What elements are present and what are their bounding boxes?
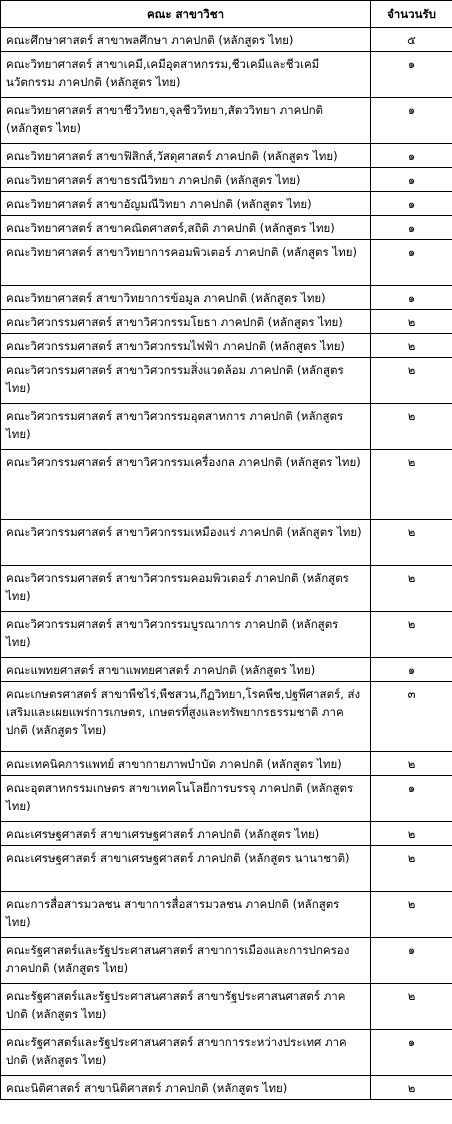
program-cell: คณะเศรษฐศาสตร์ สาขาเศรษฐศาสตร์ ภาคปกติ (หลักสูตร นานาชาติ) — [1, 846, 371, 892]
seats-cell: ๒ — [371, 846, 452, 892]
table-row — [1, 98, 452, 144]
table-row — [1, 334, 452, 358]
table-row — [1, 240, 452, 286]
program-cell: คณะวิทยาศาสตร์ สาขาธรณีวิทยา ภาคปกติ (หลักสูตร ไทย) — [1, 168, 371, 192]
seats-cell: ๒ — [371, 1076, 452, 1100]
program-cell: คณะเศรษฐศาสตร์ สาขาเศรษฐศาสตร์ ภาคปกติ (หลักสูตร ไทย) — [1, 822, 371, 846]
header-program: คณะ สาขาวิชา — [1, 1, 371, 28]
seats-cell: ๒ — [371, 450, 452, 520]
program-cell: คณะแพทยศาสตร์ สาขาแพทยศาสตร์ ภาคปกติ (หลักสูตร ไทย) — [1, 658, 371, 682]
table-row — [1, 358, 452, 404]
program-cell: คณะการสื่อสารมวลชน สาขาการสื่อสารมวลชน ภาคปกติ (หลักสูตร ไทย) — [1, 892, 371, 938]
table-row — [1, 216, 452, 240]
program-cell: คณะวิศวกรรมศาสตร์ สาขาวิศวกรรมโยธา ภาคปกติ (หลักสูตร ไทย) — [1, 310, 371, 334]
table-row — [1, 450, 452, 520]
seats-cell: ๑ — [371, 192, 452, 216]
table-row — [1, 168, 452, 192]
seats-cell: ๒ — [371, 566, 452, 612]
table-row — [1, 682, 452, 752]
table-row — [1, 520, 452, 566]
seats-cell: ๓ — [371, 682, 452, 752]
program-cell: คณะวิศวกรรมศาสตร์ สาขาวิศวกรรมสิ่งแวดล้อม ภาคปกติ (หลักสูตร ไทย) — [1, 358, 371, 404]
program-cell: คณะนิติศาสตร์ สาขานิติศาสตร์ ภาคปกติ (หลักสูตร ไทย) — [1, 1076, 371, 1100]
seats-cell: ๑ — [371, 52, 452, 98]
table-row — [1, 776, 452, 822]
program-cell: คณะรัฐศาสตร์และรัฐประศาสนศาสตร์ สาขาการระหว่างประเทศ ภาคปกติ (หลักสูตร ไทย) — [1, 1030, 371, 1076]
table-row — [1, 310, 452, 334]
seats-cell: ๑ — [371, 938, 452, 984]
program-cell: คณะวิทยาศาสตร์ สาขาฟิสิกส์,วัสดุศาสตร์ ภาคปกติ (หลักสูตร ไทย) — [1, 144, 371, 168]
seats-cell: ๑ — [371, 216, 452, 240]
program-cell: คณะวิทยาศาสตร์ สาขาชีววิทยา,จุลชีววิทยา,สัตววิทยา ภาคปกติ (หลักสูตร ไทย) — [1, 98, 371, 144]
seats-cell: ๒ — [371, 892, 452, 938]
seats-cell: ๑ — [371, 240, 452, 286]
table-row — [1, 52, 452, 98]
seats-cell: ๑ — [371, 286, 452, 310]
program-cell: คณะวิศวกรรมศาสตร์ สาขาวิศวกรรมเหมืองแร่ ภาคปกติ (หลักสูตร ไทย) — [1, 520, 371, 566]
seats-cell: ๒ — [371, 520, 452, 566]
table-row — [1, 846, 452, 892]
program-cell: คณะเกษตรศาสตร์ สาขาพืชไร่,พืชสวน,กีฏวิทยา,โรคพืช,ปฐพีศาสตร์, ส่งเสริมและเผยแพร่การเกษตร, เกษตรที่สูงและทรัพยากรธรรมชาติ ภาคปกติ (หลักสูตร ไทย) — [1, 682, 371, 752]
table-row — [1, 144, 452, 168]
table-row — [1, 612, 452, 658]
table-row — [1, 658, 452, 682]
table-row — [1, 192, 452, 216]
seats-cell: ๑ — [371, 776, 452, 822]
header-row — [1, 1, 452, 28]
seats-cell: ๕ — [371, 28, 452, 52]
program-cell: คณะวิศวกรรมศาสตร์ สาขาวิศวกรรมคอมพิวเตอร์ ภาคปกติ (หลักสูตร ไทย) — [1, 566, 371, 612]
program-cell: คณะรัฐศาสตร์และรัฐประศาสนศาสตร์ สาขาการเมืองและการปกครอง ภาคปกติ (หลักสูตร ไทย) — [1, 938, 371, 984]
table-row — [1, 286, 452, 310]
program-cell: คณะวิทยาศาสตร์ สาขาคณิตศาสตร์,สถิติ ภาคปกติ (หลักสูตร ไทย) — [1, 216, 371, 240]
seats-cell: ๑ — [371, 98, 452, 144]
table-row — [1, 566, 452, 612]
program-cell: คณะวิทยาศาสตร์ สาขาอัญมณีวิทยา ภาคปกติ (หลักสูตร ไทย) — [1, 192, 371, 216]
program-cell: คณะศึกษาศาสตร์ สาขาพลศึกษา ภาคปกติ (หลักสูตร ไทย) — [1, 28, 371, 52]
seats-cell: ๒ — [371, 404, 452, 450]
program-cell: คณะวิทยาศาสตร์ สาขาเคมี,เคมีอุตสาหกรรม,ชีวเคมีและชีวเคมีนวัตกรรม ภาคปกติ (หลักสูตร ไทย) — [1, 52, 371, 98]
program-cell: คณะวิศวกรรมศาสตร์ สาขาวิศวกรรมไฟฟ้า ภาคปกติ (หลักสูตร ไทย) — [1, 334, 371, 358]
table-body — [1, 28, 452, 1100]
seats-cell: ๒ — [371, 612, 452, 658]
table-row — [1, 1030, 452, 1076]
table-row — [1, 892, 452, 938]
header-seats: จำนวนรับ — [371, 1, 452, 28]
program-cell: คณะวิทยาศาสตร์ สาขาวิทยาการข้อมูล ภาคปกติ (หลักสูตร ไทย) — [1, 286, 371, 310]
program-cell: คณะวิศวกรรมศาสตร์ สาขาวิศวกรรมบูรณาการ ภาคปกติ (หลักสูตร ไทย) — [1, 612, 371, 658]
seats-cell: ๒ — [371, 358, 452, 404]
program-cell: คณะวิทยาศาสตร์ สาขาวิทยาการคอมพิวเตอร์ ภาคปกติ (หลักสูตร ไทย) — [1, 240, 371, 286]
table-row — [1, 938, 452, 984]
seats-cell: ๒ — [371, 334, 452, 358]
table-row — [1, 1076, 452, 1100]
seats-cell: ๒ — [371, 310, 452, 334]
seats-cell: ๑ — [371, 658, 452, 682]
program-cell: คณะวิศวกรรมศาสตร์ สาขาวิศวกรรมเครื่องกล ภาคปกติ (หลักสูตร ไทย) — [1, 450, 371, 520]
table-row — [1, 984, 452, 1030]
table-row — [1, 404, 452, 450]
table-row — [1, 28, 452, 52]
table-row — [1, 822, 452, 846]
seats-cell: ๒ — [371, 984, 452, 1030]
program-cell: คณะวิศวกรรมศาสตร์ สาขาวิศวกรรมอุตสาหการ ภาคปกติ (หลักสูตร ไทย) — [1, 404, 371, 450]
program-cell: คณะอุตสาหกรรมเกษตร สาขาเทคโนโลยีการบรรจุ ภาคปกติ (หลักสูตร ไทย) — [1, 776, 371, 822]
seats-cell: ๑ — [371, 144, 452, 168]
seats-cell: ๒ — [371, 752, 452, 776]
program-cell: คณะรัฐศาสตร์และรัฐประศาสนศาสตร์ สาขารัฐประศาสนศาสตร์ ภาคปกติ (หลักสูตร ไทย) — [1, 984, 371, 1030]
program-cell: คณะเทคนิคการแพทย์ สาขากายภาพบำบัด ภาคปกติ (หลักสูตร ไทย) — [1, 752, 371, 776]
seats-cell: ๑ — [371, 1030, 452, 1076]
table-row — [1, 752, 452, 776]
seats-cell: ๑ — [371, 168, 452, 192]
seats-cell: ๒ — [371, 822, 452, 846]
